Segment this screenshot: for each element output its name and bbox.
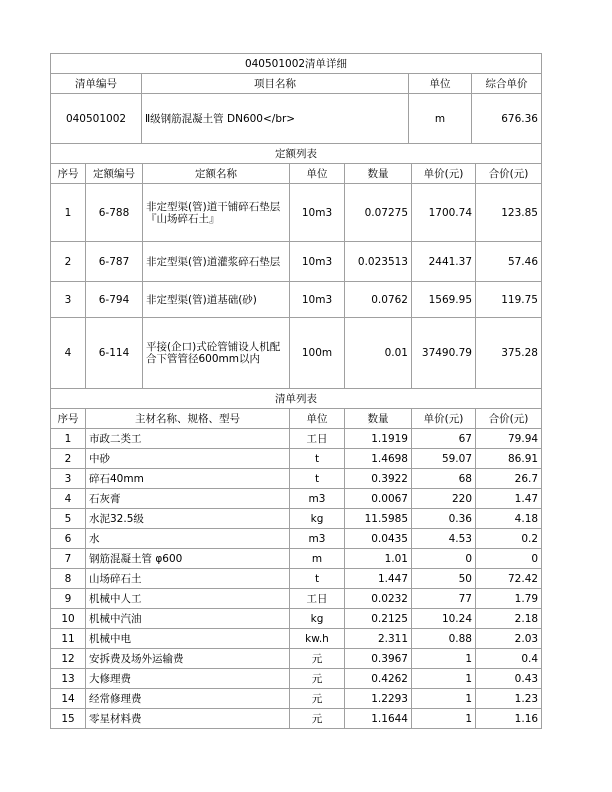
quota-name: 非定型渠(管)道基础(砂) xyxy=(143,282,290,318)
material-unit-price: 1 xyxy=(412,709,476,729)
materials-header-name: 主材名称、规格、型号 xyxy=(86,409,290,429)
quota-quantity: 0.01 xyxy=(345,318,412,389)
quota-header-quantity: 数量 xyxy=(345,164,412,184)
bill-summary-table xyxy=(50,53,542,144)
material-name: 机械中汽油 xyxy=(86,609,290,629)
quota-unit: 10m3 xyxy=(290,282,345,318)
material-row xyxy=(51,469,542,489)
material-unit-price: 0 xyxy=(412,549,476,569)
material-row xyxy=(51,689,542,709)
quota-header-name: 定额名称 xyxy=(143,164,290,184)
material-total: 86.91 xyxy=(476,449,542,469)
quota-name: 非定型渠(管)道干铺碎石垫层『山场碎石土』 xyxy=(143,184,290,242)
quota-index: 4 xyxy=(51,318,86,389)
material-unit: 元 xyxy=(290,709,345,729)
material-total: 1.23 xyxy=(476,689,542,709)
material-quantity: 0.2125 xyxy=(345,609,412,629)
material-row xyxy=(51,529,542,549)
material-index: 15 xyxy=(51,709,86,729)
header-unit-price: 综合单价 xyxy=(472,74,542,94)
header-item-name: 项目名称 xyxy=(142,74,409,94)
material-row xyxy=(51,669,542,689)
material-unit: 工日 xyxy=(290,589,345,609)
material-row xyxy=(51,429,542,449)
material-unit-price: 68 xyxy=(412,469,476,489)
material-name: 中砂 xyxy=(86,449,290,469)
bill-unit: m xyxy=(409,94,472,144)
material-row xyxy=(51,569,542,589)
material-unit-price: 1 xyxy=(412,689,476,709)
material-index: 5 xyxy=(51,509,86,529)
quota-unit: 10m3 xyxy=(290,184,345,242)
material-total: 4.18 xyxy=(476,509,542,529)
quota-row xyxy=(51,318,542,389)
material-total: 1.79 xyxy=(476,589,542,609)
material-index: 14 xyxy=(51,689,86,709)
material-unit-price: 220 xyxy=(412,489,476,509)
materials-header-unit-price: 单价(元) xyxy=(412,409,476,429)
material-name: 经常修理费 xyxy=(86,689,290,709)
material-unit-price: 1 xyxy=(412,669,476,689)
material-quantity: 11.5985 xyxy=(345,509,412,529)
quota-unit: 10m3 xyxy=(290,242,345,282)
material-index: 10 xyxy=(51,609,86,629)
material-name: 零星材料费 xyxy=(86,709,290,729)
material-unit-price: 1 xyxy=(412,649,476,669)
material-row xyxy=(51,629,542,649)
material-row xyxy=(51,449,542,469)
material-index: 4 xyxy=(51,489,86,509)
material-name: 水泥32.5级 xyxy=(86,509,290,529)
material-row xyxy=(51,509,542,529)
material-name: 山场碎石土 xyxy=(86,569,290,589)
material-total: 2.18 xyxy=(476,609,542,629)
quota-row xyxy=(51,242,542,282)
material-quantity: 2.311 xyxy=(345,629,412,649)
material-quantity: 0.4262 xyxy=(345,669,412,689)
material-quantity: 1.1644 xyxy=(345,709,412,729)
material-index: 11 xyxy=(51,629,86,649)
material-index: 6 xyxy=(51,529,86,549)
bill-item-name: Ⅱ级钢筋混凝土管 DN600</br> xyxy=(142,94,409,144)
quota-unit-price: 2441.37 xyxy=(412,242,476,282)
material-total: 2.03 xyxy=(476,629,542,649)
material-row xyxy=(51,489,542,509)
material-index: 12 xyxy=(51,649,86,669)
quota-header-unit: 单位 xyxy=(290,164,345,184)
material-index: 8 xyxy=(51,569,86,589)
material-unit-price: 0.36 xyxy=(412,509,476,529)
material-name: 市政二类工 xyxy=(86,429,290,449)
quota-unit-price: 1700.74 xyxy=(412,184,476,242)
quota-row xyxy=(51,184,542,242)
header-unit: 单位 xyxy=(409,74,472,94)
material-unit-price: 59.07 xyxy=(412,449,476,469)
material-unit-price: 67 xyxy=(412,429,476,449)
material-unit: t xyxy=(290,469,345,489)
quota-quantity: 0.0762 xyxy=(345,282,412,318)
quota-index: 2 xyxy=(51,242,86,282)
material-total: 0.2 xyxy=(476,529,542,549)
material-unit: 元 xyxy=(290,649,345,669)
material-quantity: 1.1919 xyxy=(345,429,412,449)
quota-total: 123.85 xyxy=(476,184,542,242)
quota-name: 非定型渠(管)道灌浆碎石垫层 xyxy=(143,242,290,282)
bill-code: 040501002 xyxy=(51,94,142,144)
quota-unit-price: 37490.79 xyxy=(412,318,476,389)
material-total: 26.7 xyxy=(476,469,542,489)
quota-total: 375.28 xyxy=(476,318,542,389)
quota-total: 119.75 xyxy=(476,282,542,318)
material-total: 72.42 xyxy=(476,569,542,589)
material-name: 安拆费及场外运输费 xyxy=(86,649,290,669)
material-quantity: 0.3922 xyxy=(345,469,412,489)
quota-index: 1 xyxy=(51,184,86,242)
materials-header-quantity: 数量 xyxy=(345,409,412,429)
bill-price: 676.36 xyxy=(472,94,542,144)
materials-section-title: 清单列表 xyxy=(51,389,542,409)
material-unit: 工日 xyxy=(290,429,345,449)
quota-row xyxy=(51,282,542,318)
material-name: 机械中人工 xyxy=(86,589,290,609)
quota-code: 6-788 xyxy=(86,184,143,242)
material-row xyxy=(51,709,542,729)
material-name: 石灰膏 xyxy=(86,489,290,509)
bill-title: 040501002清单详细 xyxy=(51,54,542,74)
quota-section-title: 定额列表 xyxy=(51,144,542,164)
material-index: 3 xyxy=(51,469,86,489)
header-bill-code: 清单编号 xyxy=(51,74,142,94)
material-quantity: 1.01 xyxy=(345,549,412,569)
material-unit: t xyxy=(290,449,345,469)
material-unit-price: 50 xyxy=(412,569,476,589)
quota-code: 6-114 xyxy=(86,318,143,389)
materials-table xyxy=(50,388,542,729)
material-unit-price: 77 xyxy=(412,589,476,609)
material-unit-price: 0.88 xyxy=(412,629,476,649)
material-quantity: 1.2293 xyxy=(345,689,412,709)
material-total: 0.4 xyxy=(476,649,542,669)
materials-header-index: 序号 xyxy=(51,409,86,429)
materials-header-total: 合价(元) xyxy=(476,409,542,429)
material-total: 1.47 xyxy=(476,489,542,509)
material-total: 0.43 xyxy=(476,669,542,689)
material-index: 7 xyxy=(51,549,86,569)
material-quantity: 1.447 xyxy=(345,569,412,589)
material-name: 碎石40mm xyxy=(86,469,290,489)
material-quantity: 0.0067 xyxy=(345,489,412,509)
material-row xyxy=(51,549,542,569)
material-name: 水 xyxy=(86,529,290,549)
quota-name: 平接(企口)式砼管铺设人机配合下管管径600mm以内 xyxy=(143,318,290,389)
material-index: 1 xyxy=(51,429,86,449)
material-index: 13 xyxy=(51,669,86,689)
material-total: 79.94 xyxy=(476,429,542,449)
material-unit: 元 xyxy=(290,669,345,689)
quota-header-code: 定额编号 xyxy=(86,164,143,184)
material-unit: t xyxy=(290,569,345,589)
material-total: 1.16 xyxy=(476,709,542,729)
quota-header-index: 序号 xyxy=(51,164,86,184)
quota-unit: 100m xyxy=(290,318,345,389)
materials-header-unit: 单位 xyxy=(290,409,345,429)
quota-index: 3 xyxy=(51,282,86,318)
quota-quantity: 0.07275 xyxy=(345,184,412,242)
material-name: 钢筋混凝土管 φ600 xyxy=(86,549,290,569)
material-quantity: 0.0435 xyxy=(345,529,412,549)
material-quantity: 0.3967 xyxy=(345,649,412,669)
material-name: 大修理费 xyxy=(86,669,290,689)
material-unit: m xyxy=(290,549,345,569)
material-row xyxy=(51,649,542,669)
quota-total: 57.46 xyxy=(476,242,542,282)
quota-header-unit-price: 单价(元) xyxy=(412,164,476,184)
material-quantity: 1.4698 xyxy=(345,449,412,469)
quota-code: 6-794 xyxy=(86,282,143,318)
quota-table xyxy=(50,143,542,389)
quota-header-total: 合价(元) xyxy=(476,164,542,184)
material-unit: 元 xyxy=(290,689,345,709)
material-unit: kg xyxy=(290,509,345,529)
material-unit: m3 xyxy=(290,489,345,509)
material-row xyxy=(51,589,542,609)
material-unit: m3 xyxy=(290,529,345,549)
material-index: 2 xyxy=(51,449,86,469)
material-name: 机械中电 xyxy=(86,629,290,649)
material-unit: kw.h xyxy=(290,629,345,649)
material-row xyxy=(51,609,542,629)
material-unit: kg xyxy=(290,609,345,629)
material-unit-price: 10.24 xyxy=(412,609,476,629)
quota-code: 6-787 xyxy=(86,242,143,282)
material-total: 0 xyxy=(476,549,542,569)
material-unit-price: 4.53 xyxy=(412,529,476,549)
quota-unit-price: 1569.95 xyxy=(412,282,476,318)
quota-quantity: 0.023513 xyxy=(345,242,412,282)
material-index: 9 xyxy=(51,589,86,609)
material-quantity: 0.0232 xyxy=(345,589,412,609)
